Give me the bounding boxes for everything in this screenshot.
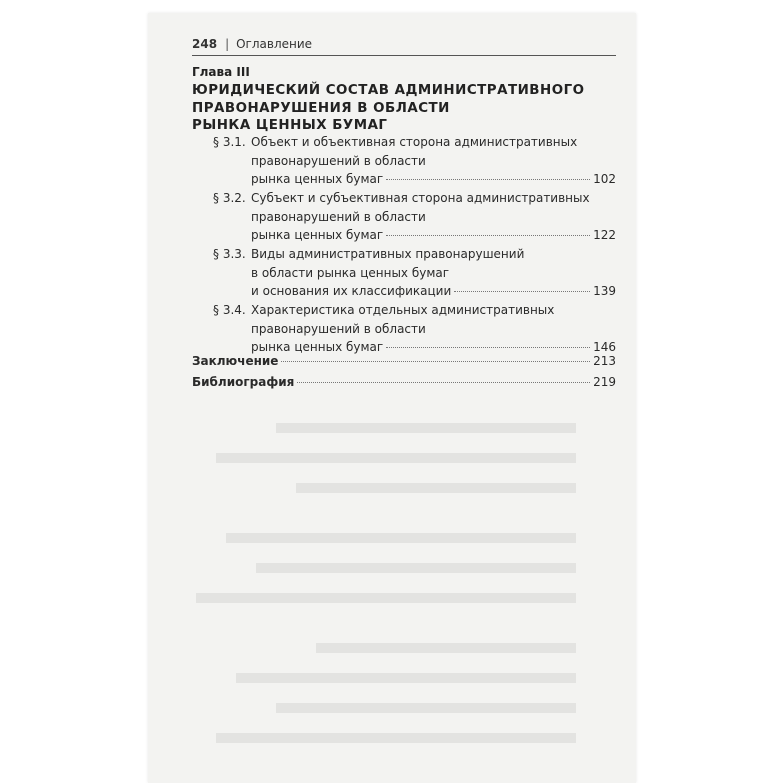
header-separator: | xyxy=(225,37,230,51)
toc-entry-text: рынка ценных бумаг xyxy=(251,172,384,186)
dot-leader xyxy=(386,347,590,348)
running-header xyxy=(192,37,312,51)
toc-entry-last-line xyxy=(251,170,616,189)
toc-entry-3-4[interactable] xyxy=(148,301,636,357)
toc-entry-text: Заключение xyxy=(192,354,279,368)
toc-entry-text: и основания их классификации xyxy=(251,284,452,298)
running-header-title: Оглавление xyxy=(236,37,313,51)
toc-entry-text: рынка ценных бумаг xyxy=(251,340,384,354)
toc-page-number: 146 xyxy=(593,340,616,354)
toc-section-number: § 3.3. xyxy=(213,247,246,261)
toc-entry-3-2[interactable] xyxy=(148,189,636,245)
dot-leader xyxy=(386,179,590,180)
book-page xyxy=(148,13,636,783)
chapter-title-line: ЮРИДИЧЕСКИЙ СОСТАВ АДМИНИСТРАТИВНОГО xyxy=(192,83,585,98)
toc-entry-text: в области рынка ценных бумаг xyxy=(251,265,450,280)
chapter-label: Глава III xyxy=(192,65,250,79)
toc-entry-3-1[interactable] xyxy=(148,133,636,189)
toc-entry-text: Характеристика отдельных административных xyxy=(251,303,555,317)
toc-entry-bibliography[interactable] xyxy=(192,375,616,389)
toc-page-number: 213 xyxy=(593,354,616,368)
toc-section-number: § 3.2. xyxy=(213,191,246,205)
toc-section-number: § 3.4. xyxy=(213,303,246,317)
toc-entry-text: правонарушений в области xyxy=(251,321,426,336)
toc-entry-text: рынка ценных бумаг xyxy=(251,228,384,242)
toc-section-number: § 3.1. xyxy=(213,135,246,149)
dot-leader xyxy=(281,361,590,362)
chapter-title-line: РЫНКА ЦЕННЫХ БУМАГ xyxy=(192,118,388,133)
toc-entry-text: правонарушений в области xyxy=(251,209,426,224)
toc-page-number: 219 xyxy=(593,375,616,389)
chapter-title xyxy=(192,82,612,135)
toc-entry-text: Объект и объективная сторона административных xyxy=(251,135,578,149)
page-number: 248 xyxy=(192,37,218,51)
toc-entry-conclusion[interactable] xyxy=(192,354,616,368)
dot-leader xyxy=(454,291,590,292)
toc-entry-text: Виды административных правонарушений xyxy=(251,247,525,261)
chapter-title-line: ПРАВОНАРУШЕНИЯ В ОБЛАСТИ xyxy=(192,100,450,116)
toc-page-number: 139 xyxy=(593,284,616,298)
toc-entry-text: Библиография xyxy=(192,375,295,389)
toc-entry-last-line xyxy=(251,282,616,301)
dot-leader xyxy=(297,382,590,383)
dot-leader xyxy=(386,235,590,236)
header-rule xyxy=(192,55,616,56)
toc-page-number: 102 xyxy=(593,172,616,186)
toc-entry-text: правонарушений в области xyxy=(251,153,426,168)
toc-entry-last-line xyxy=(251,226,616,245)
toc-entry-text: Субъект и субъективная сторона административных xyxy=(251,191,590,205)
toc-entry-3-3[interactable] xyxy=(148,245,636,301)
toc-page-number: 122 xyxy=(593,228,616,242)
